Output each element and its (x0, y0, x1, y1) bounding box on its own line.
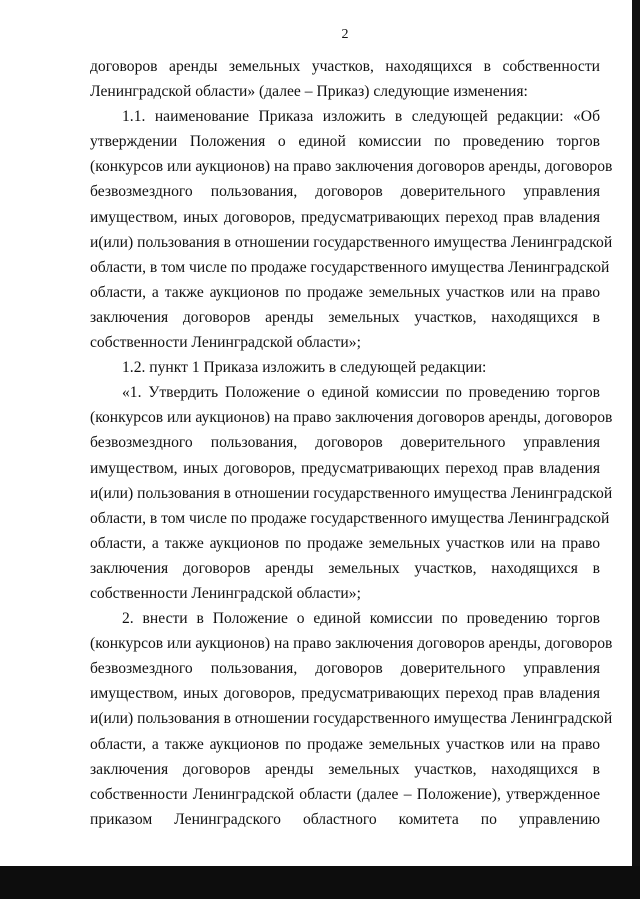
text-line: 1.2. пункт 1 Приказа изложить в следующей редакции: (122, 359, 487, 377)
document-body (90, 54, 613, 832)
text-line: и(или) пользования в отношении государственного имущества Ленинградской (90, 710, 613, 728)
text-line: безвозмездного пользования, договоров доверительного управления (90, 183, 600, 201)
text-line: Ленинградской области» (далее – Приказ) следующие изменения: (90, 83, 528, 101)
text-line: области, в том числе по продаже государственного имущества Ленинградской (90, 258, 610, 276)
text-line: имуществом, иных договоров, предусматривающих переход прав владения (90, 208, 600, 226)
text-line: 2. внести в Положение о единой комиссии по проведению торгов (122, 610, 600, 628)
text-line: (конкурсов или аукционов) на право заключения договоров аренды, договоров (90, 158, 613, 176)
page-number: 2 (341, 27, 349, 42)
scan-border-right (632, 0, 640, 899)
text-line: собственности Ленинградской области»; (90, 584, 361, 602)
text-line: имуществом, иных договоров, предусматривающих переход прав владения (90, 459, 600, 477)
text-line: собственности Ленинградской области (далее – Положение), утвержденное (90, 785, 600, 803)
text-line: договоров аренды земельных участков, находящихся в собственности (90, 58, 600, 75)
text-line: (конкурсов или аукционов) на право заключения договоров аренды, договоров (90, 635, 613, 653)
text-line: (конкурсов или аукционов) на право заключения договоров аренды, договоров (90, 409, 613, 427)
text-line: заключения договоров аренды земельных участков, находящихся в (90, 559, 600, 577)
text-line: утверждении Положения о единой комиссии по проведению торгов (90, 133, 600, 151)
text-line: области, а также аукционов по продаже земельных участков или на право (90, 283, 600, 301)
text-line: области, а также аукционов по продаже земельных участков или на право (90, 735, 600, 753)
text-line: и(или) пользования в отношении государственного имущества Ленинградской (90, 233, 613, 251)
text-line: безвозмездного пользования, договоров доверительного управления (90, 434, 600, 452)
text-line: 1.1. наименование Приказа изложить в следующей редакции: «Об (122, 108, 600, 126)
text-line: заключения договоров аренды земельных участков, находящихся в (90, 308, 600, 326)
text-line: области, а также аукционов по продаже земельных участков или на право (90, 534, 600, 552)
scan-border-bottom (0, 866, 640, 899)
text-line: заключения договоров аренды земельных участков, находящихся в (90, 760, 600, 778)
text-line: безвозмездного пользования, договоров доверительного управления (90, 660, 600, 678)
text-line: и(или) пользования в отношении государственного имущества Ленинградской (90, 484, 613, 502)
text-line: собственности Ленинградской области»; (90, 334, 361, 352)
text-line: имуществом, иных договоров, предусматривающих переход прав владения (90, 685, 600, 703)
text-line: «1. Утвердить Положение о единой комиссии по проведению торгов (122, 384, 600, 402)
text-line: приказом Ленинградского областного комитета по управлению (90, 810, 600, 828)
text-line: области, в том числе по продаже государственного имущества Ленинградской (90, 509, 610, 527)
